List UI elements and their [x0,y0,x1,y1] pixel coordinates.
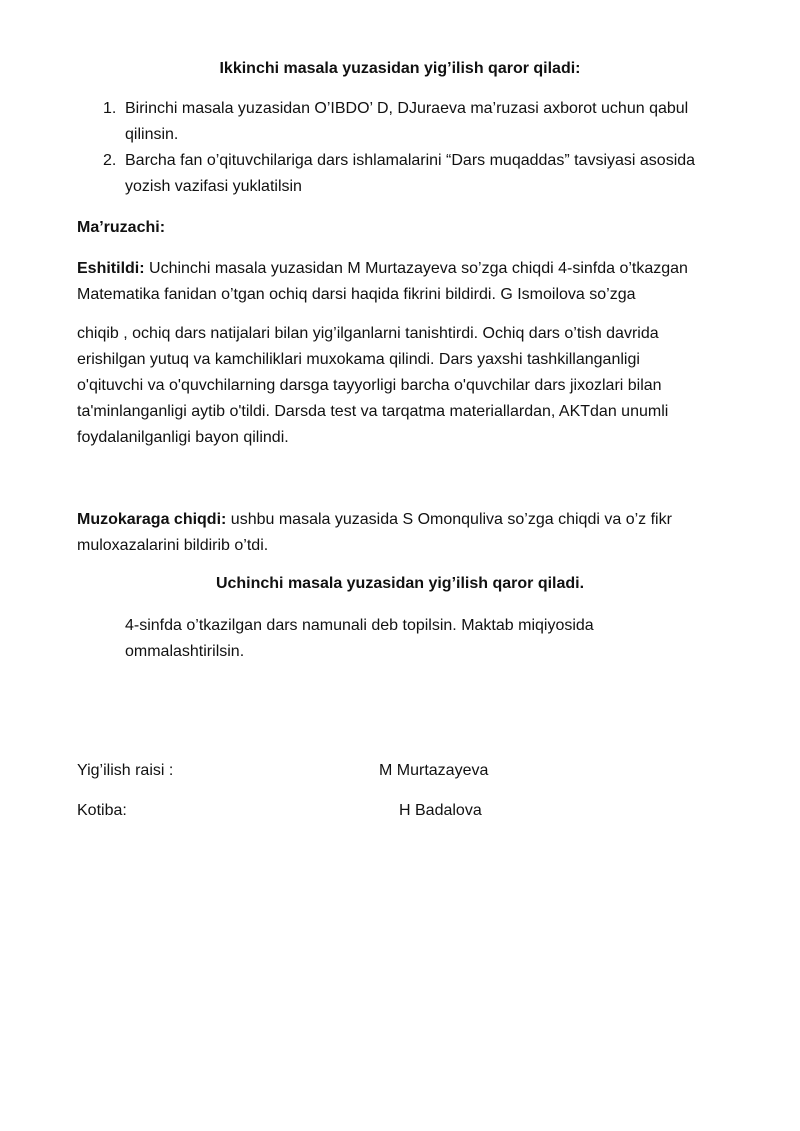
paragraph-line: chiqib , ochiq dars natijalari bilan yig’ilganlarni tanishtirdi. Ochiq dars o’tish davrida [77,325,659,342]
heard-text: Uchinchi masala yuzasidan M Murtazayeva so’zga chiqdi 4-sinfda o’tkazgan [144,260,688,277]
speaker-label: Ma’ruzachi: [77,219,166,236]
paragraph-line: o'qituvchi va o'quvchilarning darsga tayyorligi barcha o'quvchilar dars jixozlari bilan [77,377,662,394]
heard-line [77,256,688,282]
list-item-text: Barcha fan o’qituvchilariga dars ishlamalarini “Dars muqaddas” tavsiyasi asosida [125,152,696,169]
discussion-line [77,507,672,533]
secretary-name: H Badalova [399,802,482,819]
heading-third-issue: Uchinchi masala yuzasidan yig’ilish qaror qiladi. [215,575,585,592]
list-number: 2. [103,152,117,169]
chair-name: M Murtazayeva [379,762,489,779]
list-item-text: qilinsin. [125,126,179,143]
list-item-text: Birinchi masala yuzasidan O’IBDO’ D, DJuraeva ma’ruzasi axborot uchun qabul [125,100,689,117]
discussion-text: ushbu masala yuzasida S Omonquliva so’zga chiqdi va o’z fikr [226,511,672,528]
discussion-text-line: muloxazalarini bildirib o’tdi. [77,537,269,554]
paragraph-line: ta'minlanganligi aytib o'tildi. Darsda test va tarqatma materiallardan, AKTdan unumli [77,403,669,420]
secretary-label: Kotiba: [77,802,127,819]
list-item-text: yozish vazifasi yuklatilsin [125,178,302,195]
decision-line: ommalashtirilsin. [125,643,245,660]
heading-second-issue: Ikkinchi masala yuzasidan yig’ilish qaror qiladi: [219,60,581,77]
decision-line: 4-sinfda o’tkazilgan dars namunali deb topilsin. Maktab miqiyosida [125,617,594,634]
discussion-label: Muzokaraga chiqdi: [77,511,227,528]
paragraph-line: erishilgan yutuq va kamchiliklari muxokama qilindi. Dars yaxshi tashkillanganligi [77,351,640,368]
heard-label: Eshitildi: [77,260,145,277]
chair-label: Yig’ilish raisi : [77,762,174,779]
paragraph-line: foydalanilganligi bayon qilindi. [77,429,289,446]
list-number: 1. [103,100,117,117]
heard-text-line: Matematika fanidan o’tgan ochiq darsi haqida fikrini bildirdi. G Ismoilova so’zga [77,286,636,303]
